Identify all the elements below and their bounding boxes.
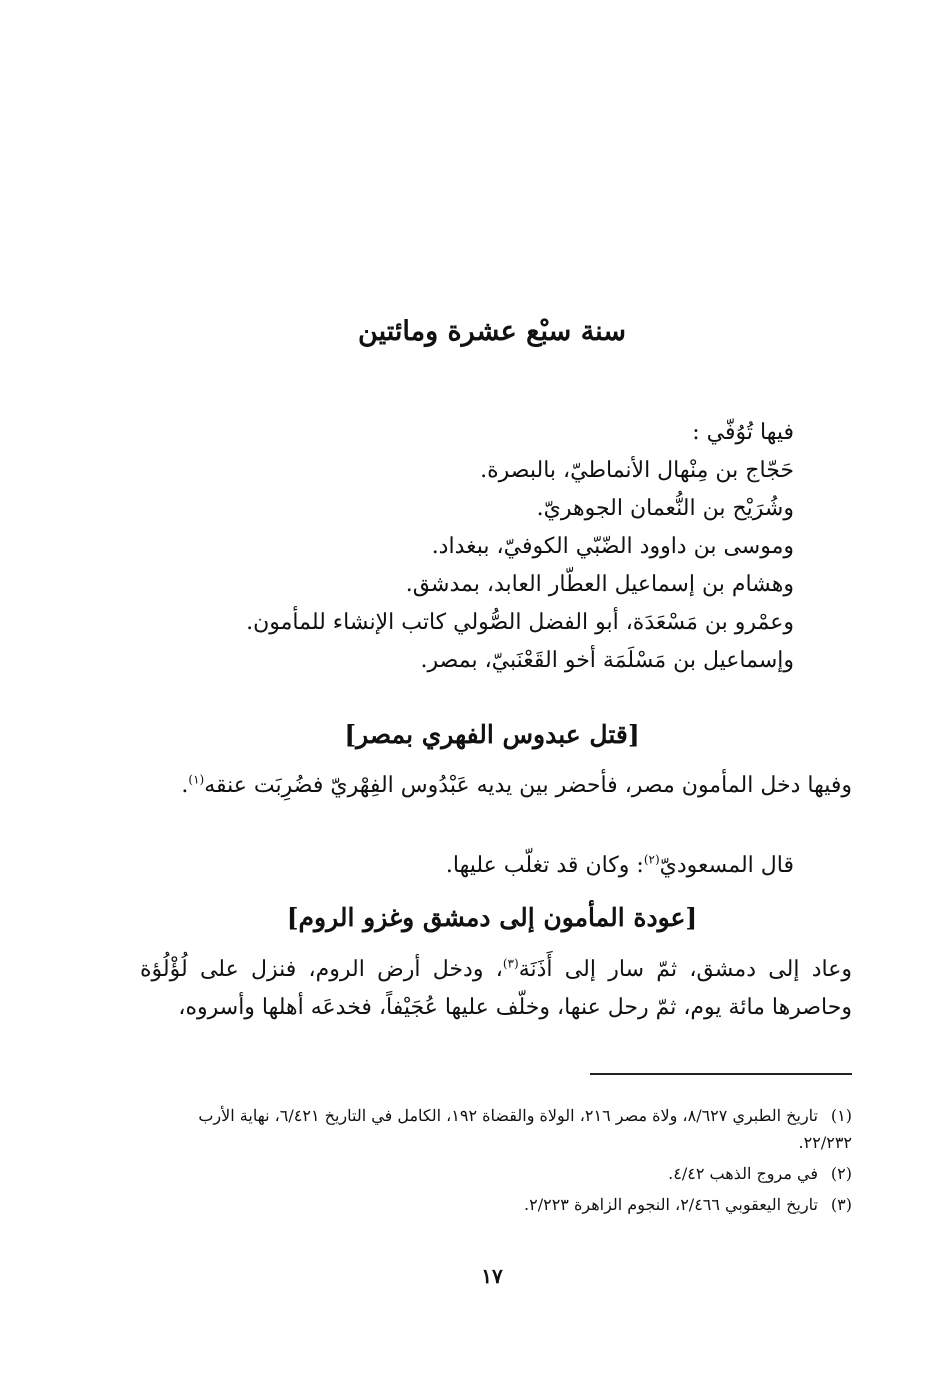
obituary-item: وإسماعيل بن مَسْلَمَة أخو القَعْنَبيّ، بمصر. [420, 648, 794, 673]
obituary-item: وعمْرو بن مَسْعَدَة، أبو الفضل الصُّولي كاتب الإنشاء للمأمون. [246, 610, 794, 635]
footnote-number: (٣) [830, 1195, 852, 1214]
masudi-rest: : وكان قد تغلّب عليها. [445, 853, 644, 878]
section-heading-abdus: [قتل عبدوس الفهري بمصر] [344, 720, 640, 749]
section-heading-return: [عودة المأمون إلى دمشق وغزو الروم] [286, 903, 698, 932]
paragraph-abdus-text: وفيها دخل المأمون مصر، فأحضر بين يديه عَبْدُوس الفِهْريّ فضُرِبَت عنقه [204, 773, 852, 798]
obituary-item: وشُرَيْح بن النُّعمان الجوهريّ. [536, 496, 794, 521]
footnote-text: تاريخ الطبري ٨/٦٢٧، ولاة مصر ٢١٦، الولاة والقضاة ١٩٢، الكامل في التاريخ ٦/٤٢١، نهاية الأرب ٢٢/٢٣٢. [198, 1106, 852, 1152]
obituary-item: وهشام بن إسماعيل العطّار العابد، بمدشق. [405, 572, 794, 597]
page-number: ١٧ [481, 1264, 503, 1288]
paragraph-return-part2: ، ودخل أرض الروم، فنزل على لُؤْلُؤة وحاصرها مائة يوم، ثمّ رحل عنها، وخلّف عليها عُجَيْفاً، فخدعَه أهلها وأسروه، [140, 957, 852, 1020]
obituary-item: وموسى بن داوود الضّبّي الكوفيّ، ببغداد. [431, 534, 794, 559]
footnote-text: في مروج الذهب ٤/٤٢. [668, 1164, 818, 1183]
paragraph-abdus-end: . [181, 773, 189, 798]
footnote-ref-3[interactable]: (٣) [502, 956, 519, 971]
paragraph-abdus [140, 767, 852, 805]
paragraph-masudi [140, 847, 794, 885]
footnote-item [140, 1102, 852, 1156]
paragraph-return [140, 951, 852, 1027]
obituary-item: حَجّاج بن مِنْهال الأنماطيّ، بالبصرة. [480, 458, 794, 483]
paragraph-return-part1: وعاد إلى دمشق، ثمّ سار إلى أَذَنَة [518, 957, 852, 982]
footnote-ref-2[interactable]: (٢) [643, 852, 660, 867]
chapter-title: سنة سبْع عشرة ومائتين [358, 316, 626, 347]
footnote-number: (٢) [830, 1164, 852, 1183]
died-intro: فيها تُوُفّي : [692, 420, 794, 445]
footnote-ref-1[interactable]: (١) [188, 772, 205, 787]
footnote-number: (١) [830, 1106, 852, 1125]
masudi-text: قال المسعوديّ [659, 853, 794, 878]
footnotes-list [140, 1102, 852, 1222]
obituary-list [134, 452, 794, 680]
footnote-item [140, 1160, 852, 1187]
footnote-item [140, 1191, 852, 1218]
footnote-divider [590, 1073, 852, 1075]
footnote-text: تاريخ اليعقوبي ٢/٤٦٦، النجوم الزاهرة ٢/٢٢٣. [524, 1195, 818, 1214]
